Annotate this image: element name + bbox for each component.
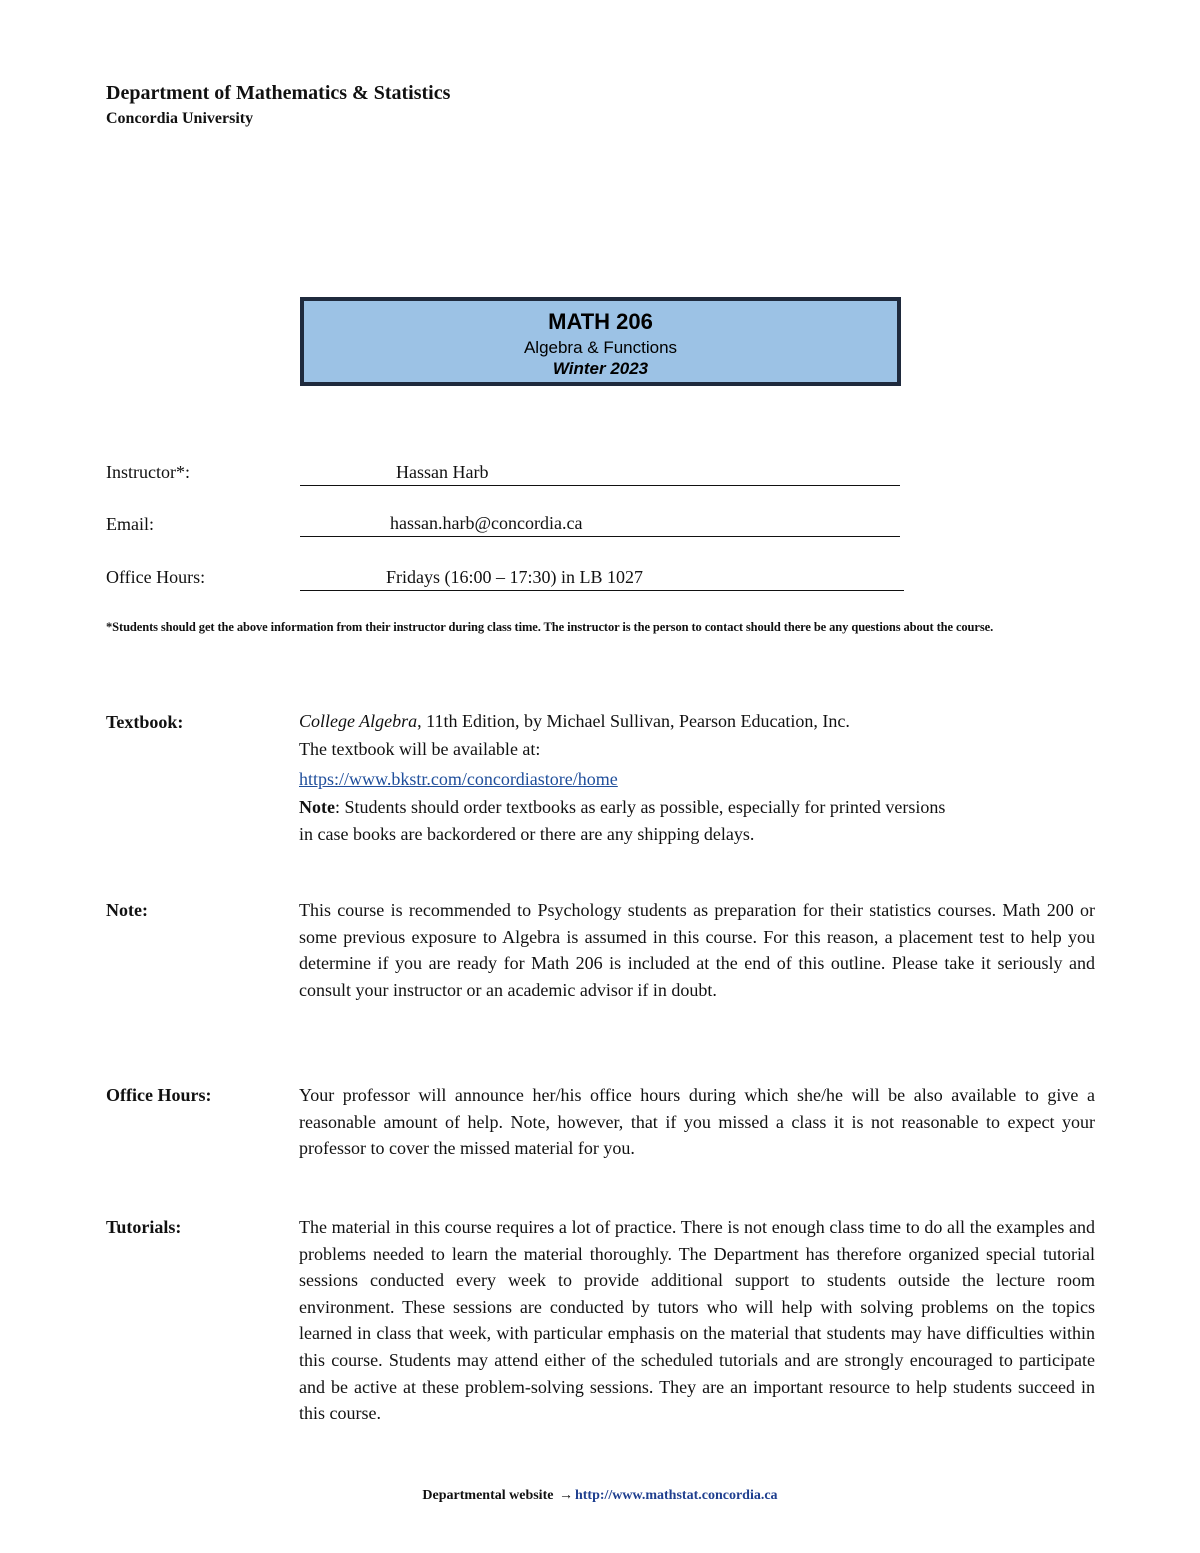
textbook-note-continuation: in case books are backordered or there are any shipping delays.: [299, 824, 755, 844]
email-label: Email:: [106, 514, 154, 534]
textbook-note-label: Note: [299, 796, 335, 817]
office-hours-field: [300, 566, 904, 591]
note-label: Note:: [106, 900, 148, 920]
course-title-box: [300, 297, 901, 386]
course-name: Algebra & Functions: [523, 338, 678, 357]
department-title: Department of Mathematics & Statistics: [106, 82, 451, 104]
note-text: This course is recommended to Psychology students as preparation for their statistics courses. Math 200 or some previous exposure to Algebra is assumed in this course. For this reason, a placement test to help you determine if you are ready for Math 206 is included at the end of this outline. Please take it seriously and consult your instructor or an academic advisor if in doubt.: [299, 900, 1095, 1000]
instructor-label: Instructor*:: [106, 462, 190, 482]
textbook-title: College Algebra: [299, 711, 418, 731]
tutorials-label: Tutorials:: [106, 1217, 182, 1237]
instructor-field: [300, 461, 900, 486]
textbook-note-text: : Students should order textbooks as early as possible, especially for printed versions: [334, 796, 946, 817]
email-field: [300, 512, 900, 537]
course-term: Winter 2023: [552, 359, 649, 378]
email-value: hassan.harb@concordia.ca: [390, 513, 583, 533]
tutorials-text: The material in this course requires a lot of practice. There is not enough class time to do all the examples and problems needed to learn the material thoroughly. The Department has therefore organized special tutorial sessions conducted every week to provide additional support to students outside the lecture room environment. These sessions are conducted by tutors who will help with solving problems on the topics learned in class that week, with particular emphasis on the material that students may have difficulties within this course. Students may attend either of the scheduled tutorials and are strongly encouraged to participate and be active at these problem-solving sessions. They are an important resource to help students succeed in this course.: [299, 1217, 1095, 1424]
instructor-value: Hassan Harb: [396, 462, 489, 482]
arrow-right-icon: →: [558, 1488, 573, 1503]
textbook-body: [299, 708, 1095, 849]
page-footer: [0, 1488, 1200, 1504]
textbook-label: Textbook:: [106, 712, 184, 732]
office-hours-section-text: Your professor will announce her/his office hours during which she/he will be also available to give a reasonable amount of help. Note, however, that if you missed a class it is not reasonable to expect your professor to cover the missed material for you.: [299, 1085, 1095, 1159]
office-hours-label: Office Hours:: [106, 567, 206, 587]
office-hours-value: Fridays (16:00 – 17:30) in LB 1027: [386, 567, 643, 587]
instructor-footnote: *Students should get the above information from their instructor during class time. The instructor is the person to contact should there be any questions about the course.: [106, 620, 994, 634]
textbook-details: , 11th Edition, by Michael Sullivan, Pearson Education, Inc.: [417, 711, 850, 731]
university-name: Concordia University: [106, 110, 254, 127]
course-code: MATH 206: [548, 309, 653, 334]
department-website-link[interactable]: http://www.mathstat.concordia.ca: [574, 1488, 778, 1503]
bookstore-link[interactable]: https://www.bkstr.com/concordiastore/home: [299, 769, 618, 789]
office-hours-section-label: Office Hours:: [106, 1085, 212, 1105]
textbook-availability: The textbook will be available at:: [299, 738, 541, 759]
footer-label: Departmental website: [422, 1488, 554, 1503]
